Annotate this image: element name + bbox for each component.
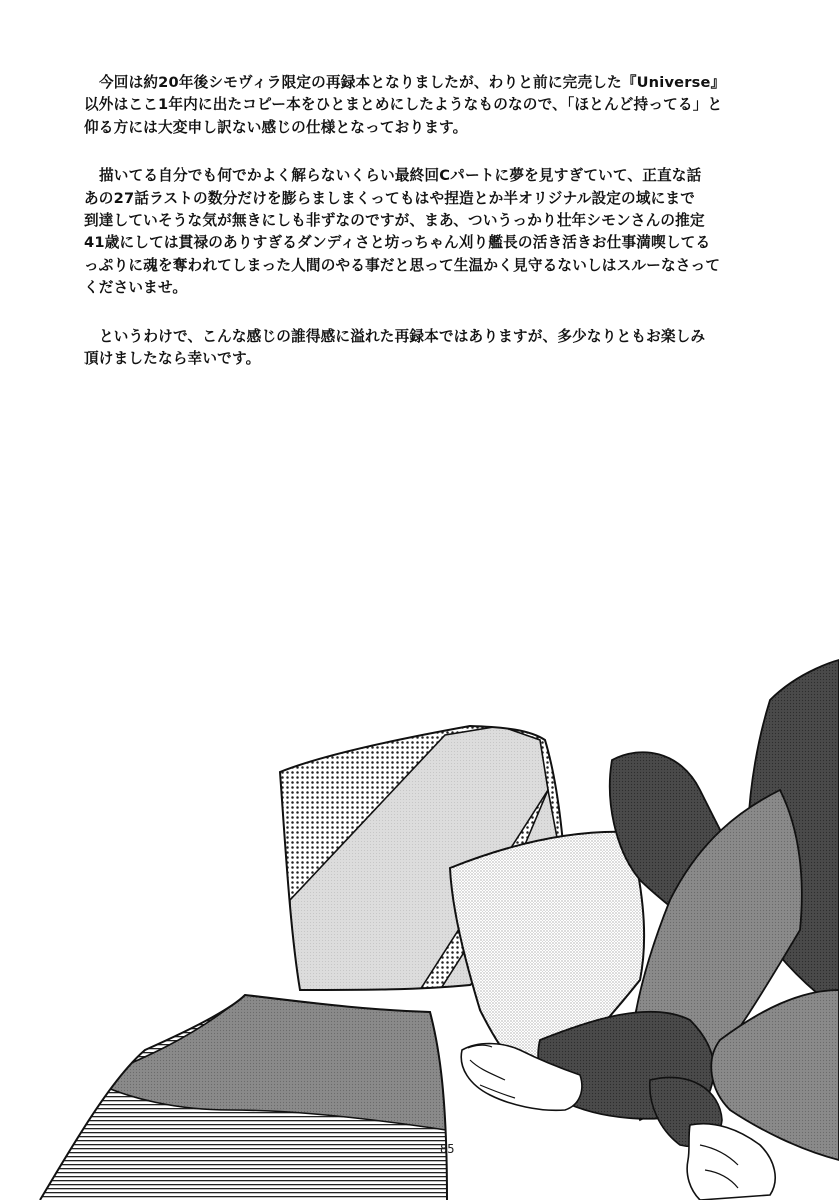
afterword-paragraph-1: [84, 72, 784, 139]
text-line: 描いてる自分でも何でかよく解らないくらい最終回Cパートに夢を見すぎていて、正直な話: [99, 167, 702, 185]
text-line: 今回は約20年後シモヴィラ限定の再録本となりましたが、わりと前に完売した『Universe』: [99, 74, 726, 91]
text-line: 以外はここ1年内に出たコピー本をひとまとめにしたようなものなので、「ほとんど持ってる」と: [84, 96, 723, 114]
afterword-text: [84, 72, 784, 396]
text-line: 41歳にしては貫禄のありすぎるダンディさと坊っちゃん刈り艦長の活き活きお仕事満喫してる: [84, 234, 711, 252]
afterword-paragraph-3: [84, 326, 784, 371]
text-line: っぷりに魂を奪われてしまった人間のやる事だと思って生温かく見守るないしはスルーなさって: [84, 256, 721, 274]
pillows-and-legs-illustration: [0, 640, 839, 1200]
text-line: あの27話ラストの数分だけを膨らましまくってもはや捏造とか半オリジナル設定の域にまで: [84, 189, 696, 207]
text-line: 到達していそうな気が無きにしも非ずなのですが、まあ、ついうっかり壮年シモンさんの推定: [84, 212, 705, 230]
text-line: 仰る方には大変申し訳ない感じの仕様となっております。: [84, 118, 468, 136]
text-line: 頂けましたなら幸いです。: [84, 350, 261, 368]
page-number: 85: [440, 1142, 455, 1156]
text-line: くださいませ。: [84, 279, 188, 297]
afterword-paragraph-2: [84, 165, 784, 299]
text-line: というわけで、こんな感じの誰得感に溢れた再録本ではありますが、多少なりともお楽しみ: [99, 327, 706, 345]
